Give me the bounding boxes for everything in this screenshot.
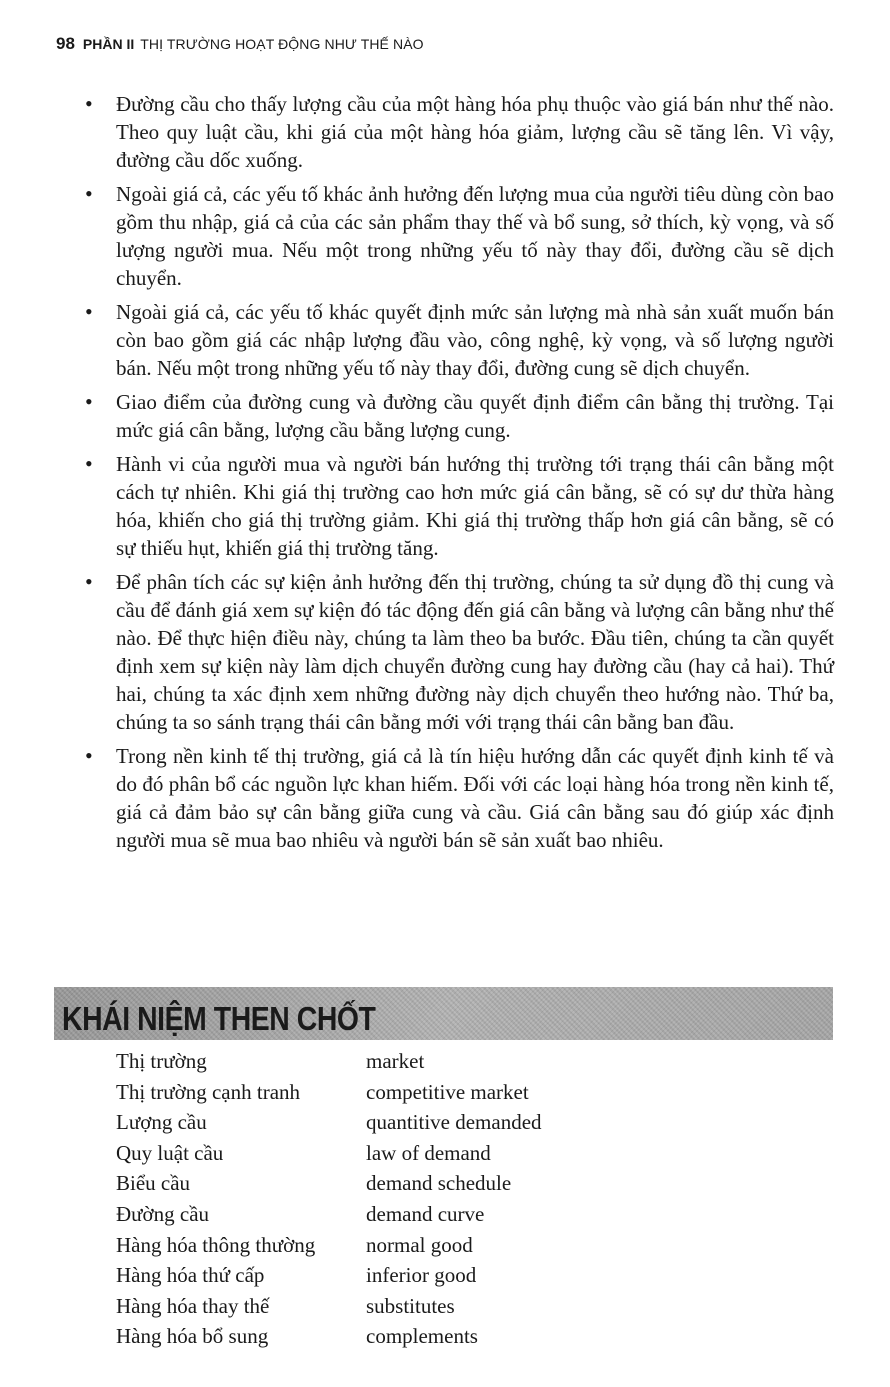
key-concepts-heading: KHÁI NIỆM THEN CHỐT — [62, 1000, 376, 1037]
term-vietnamese: Quy luật cầu — [116, 1140, 224, 1165]
part-label: PHẦN II — [82, 36, 135, 52]
bullet-item — [82, 298, 834, 382]
term-english: quantitive demanded — [366, 1110, 542, 1135]
term-english: demand schedule — [366, 1171, 512, 1196]
term-english: inferior good — [366, 1263, 477, 1288]
term-row — [116, 1168, 542, 1199]
bullet-icon: • — [85, 299, 93, 324]
term-vietnamese: Hàng hóa thứ cấp — [116, 1263, 265, 1288]
bullet-text: Để phân tích các sự kiện ảnh hưởng đến thị trường, chúng ta sử dụng đồ thị cung và cầu để đánh giá xem sự kiện đó tác động đến giá cân bằng và lượng cân bằng như thế nào. Để thực hiện điều này, chúng ta làm theo ba bước. Đầu tiên, chúng ta cần quyết định xem sự kiện này làm dịch chuyển đường cung hay đường cầu (hay cả hai). Thứ hai, chúng ta xác định xem những đường này dịch chuyển theo hướng nào. Thứ ba, chúng ta so sánh trạng thái cân bằng mới với trạng thái cân bằng ban đầu. — [116, 570, 834, 734]
term-row — [116, 1077, 542, 1108]
bullet-text: Ngoài giá cả, các yếu tố khác ảnh hưởng đến lượng mua của người tiêu dùng còn bao gồm thu nhập, giá cả của các sản phẩm thay thế và bổ sung, sở thích, kỳ vọng, và số lượng người mua. Nếu một trong những yếu tố này thay đổi, đường cầu sẽ dịch chuyển. — [116, 182, 834, 290]
bullet-text: Đường cầu cho thấy lượng cầu của một hàng hóa phụ thuộc vào giá bán như thế nào. Theo quy luật cầu, khi giá của một hàng hóa giảm, lượng cầu sẽ tăng lên. Vì vậy, đường cầu dốc xuống. — [116, 92, 834, 172]
bullet-icon: • — [85, 451, 93, 476]
term-english: normal good — [366, 1232, 473, 1257]
bullet-text: Giao điểm của đường cung và đường cầu quyết định điểm cân bằng thị trường. Tại mức giá cân bằng, lượng cầu bằng lượng cung. — [116, 390, 834, 442]
term-vietnamese: Hàng hóa thông thường — [116, 1232, 316, 1257]
bullet-icon: • — [85, 743, 93, 768]
term-english: demand curve — [366, 1201, 485, 1226]
key-concepts-table — [116, 1046, 542, 1352]
bullet-icon: • — [85, 569, 93, 594]
key-concepts-banner — [54, 987, 833, 1040]
bullet-item — [82, 180, 834, 292]
term-english: substitutes — [366, 1293, 455, 1318]
bullet-item — [82, 90, 834, 174]
term-vietnamese: Lượng cầu — [116, 1110, 207, 1135]
term-vietnamese: Thị trường cạnh tranh — [116, 1079, 301, 1104]
term-vietnamese: Hàng hóa bổ sung — [116, 1324, 269, 1349]
term-english: market — [366, 1049, 425, 1073]
summary-bullet-list — [82, 90, 834, 860]
term-vietnamese: Hàng hóa thay thế — [116, 1293, 270, 1318]
bullet-item — [82, 568, 834, 736]
term-row — [116, 1291, 542, 1322]
term-vietnamese: Biểu cầu — [116, 1171, 191, 1196]
term-row — [116, 1107, 542, 1138]
bullet-text: Trong nền kinh tế thị trường, giá cả là tín hiệu hướng dẫn các quyết định kinh tế và do đó phân bổ các nguồn lực khan hiếm. Đối với các loại hàng hóa trong nền kinh tế, giá cả đảm bảo sự cân bằng giữa cung và cầu. Giá cân bằng sau đó giúp xác định người mua sẽ mua bao nhiêu và người bán sẽ sản xuất bao nhiêu. — [116, 744, 834, 852]
bullet-item — [82, 388, 834, 444]
term-row — [116, 1046, 542, 1077]
bullet-text: Ngoài giá cả, các yếu tố khác quyết định mức sản lượng mà nhà sản xuất muốn bán còn bao gồm giá các nhập lượng đầu vào, công nghệ, kỳ vọng, và số lượng người bán. Nếu một trong những yếu tố này thay đổi, đường cung sẽ dịch chuyển. — [116, 300, 834, 380]
term-vietnamese: Thị trường — [116, 1049, 207, 1073]
bullet-icon: • — [85, 181, 93, 206]
chapter-title: THỊ TRƯỜNG HOẠT ĐỘNG NHƯ THẾ NÀO — [140, 36, 424, 52]
term-vietnamese: Đường cầu — [116, 1201, 210, 1226]
bullet-item — [82, 450, 834, 562]
bullet-icon: • — [85, 91, 93, 116]
bullet-item — [82, 742, 834, 854]
bullet-text: Hành vi của người mua và người bán hướng thị trường tới trạng thái cân bằng một cách tự nhiên. Khi giá thị trường cao hơn mức giá cân bằng, sẽ có sự dư thừa hàng hóa, khiến cho giá thị trường giảm. Khi giá thị trường thấp hơn giá cân bằng, sẽ có sự thiếu hụt, khiến giá thị trường tăng. — [116, 452, 834, 560]
term-row — [116, 1230, 542, 1261]
term-row — [116, 1138, 542, 1169]
term-english: complements — [366, 1324, 478, 1349]
running-header — [56, 34, 424, 54]
term-row — [116, 1260, 542, 1291]
term-row — [116, 1199, 542, 1230]
term-english: law of demand — [366, 1140, 491, 1165]
term-row — [116, 1321, 542, 1352]
term-english: competitive market — [366, 1079, 529, 1104]
bullet-icon: • — [85, 389, 93, 414]
page-number: 98 — [56, 34, 75, 53]
